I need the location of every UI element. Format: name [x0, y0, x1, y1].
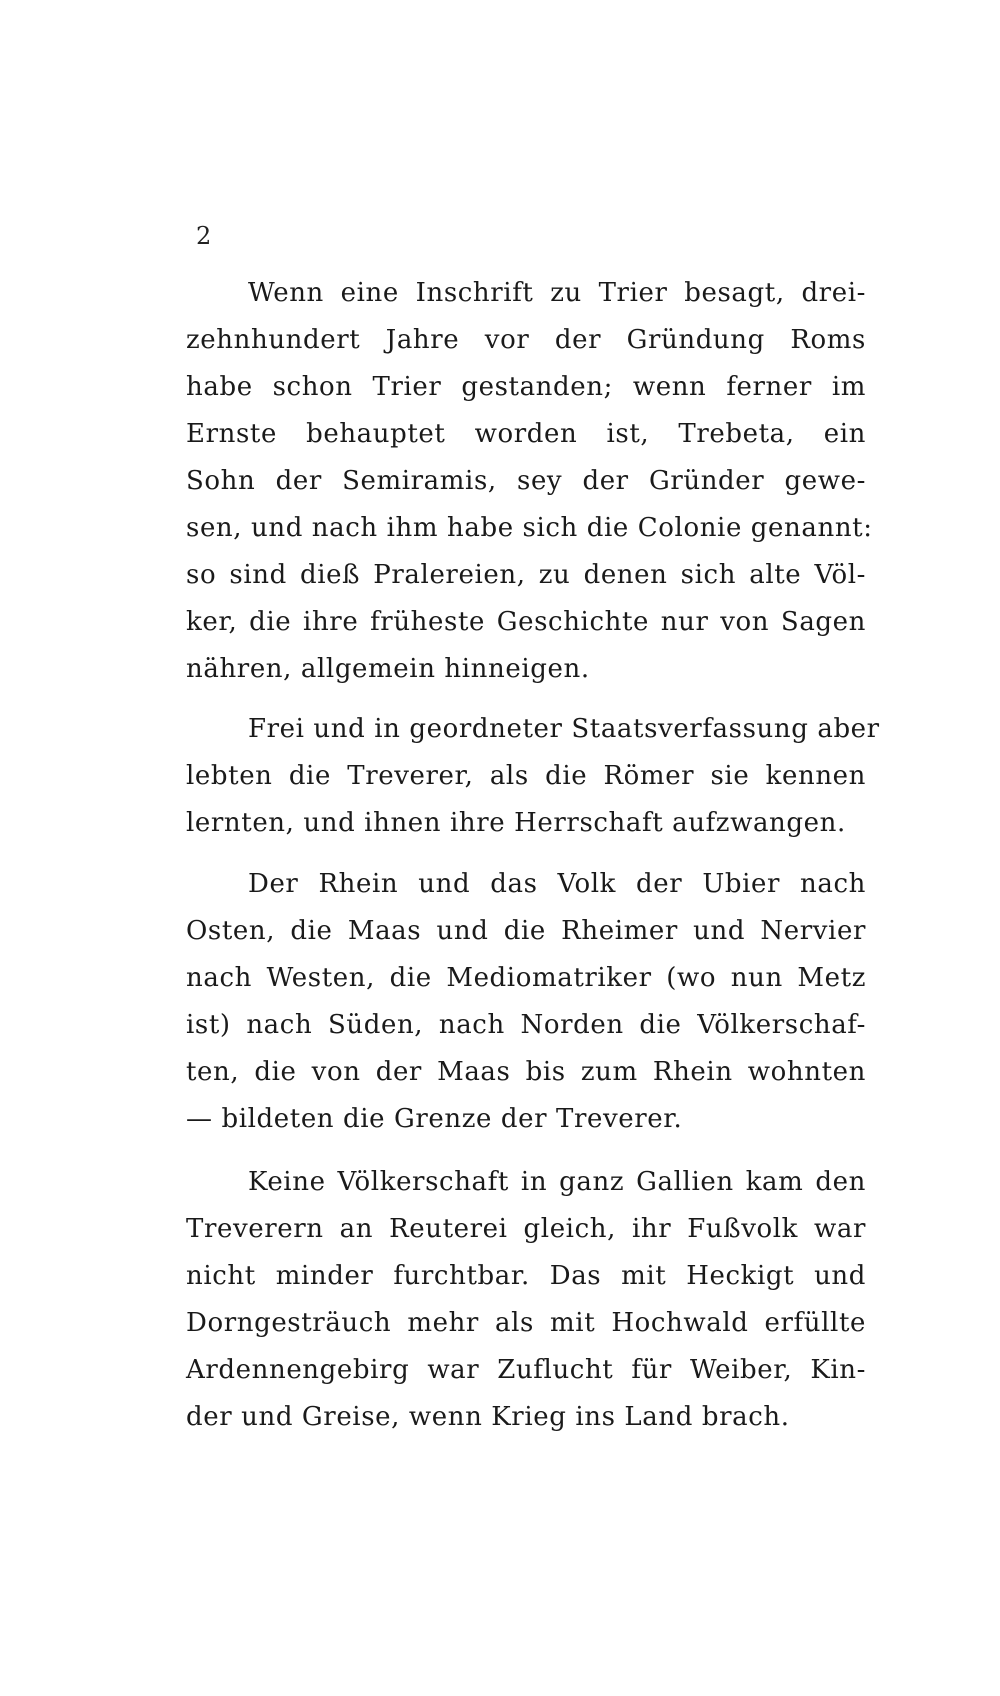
text-line: sen, und nach ihm habe sich die Colonie genannt: [186, 513, 873, 543]
text-line: ten, die von der Maas bis zum Rhein wohnten [186, 1057, 866, 1087]
text-line: Osten, die Maas und die Rheimer und Nervier [186, 916, 866, 946]
text-line: Dorngesträuch mehr als mit Hochwald erfüllte [186, 1308, 866, 1338]
text-line: der und Greise, wenn Krieg ins Land brach. [186, 1402, 790, 1432]
text-line: Ardennengebirg war Zuflucht für Weiber, Kin- [186, 1355, 866, 1385]
text-line: — bildeten die Grenze der Treverer. [186, 1104, 683, 1134]
text-line: lernten, und ihnen ihre Herrschaft aufzwangen. [186, 808, 846, 838]
text-line: Der Rhein und das Volk der Ubier nach [248, 869, 866, 899]
text-line: Frei und in geordneter Staatsverfassung aber [248, 714, 880, 744]
text-line: Ernste behauptet worden ist, Trebeta, ein [186, 419, 866, 449]
text-line: zehnhundert Jahre vor der Gründung Roms [186, 325, 866, 355]
text-line: nicht minder furchtbar. Das mit Heckigt und [186, 1261, 866, 1291]
text-line: nähren, allgemein hinneigen. [186, 654, 590, 684]
text-line: Wenn eine Inschrift zu Trier besagt, drei- [248, 278, 866, 308]
paragraph-3 [186, 861, 866, 1143]
page-number: 2 [196, 222, 212, 250]
text-line: ker, die ihre früheste Geschichte nur von Sagen [186, 607, 866, 637]
text-line: habe schon Trier gestanden; wenn ferner im [186, 372, 866, 402]
text-body [186, 270, 880, 1441]
text-line: Sohn der Semiramis, sey der Gründer gewe- [186, 466, 866, 496]
paragraph-2 [186, 705, 880, 847]
text-line: so sind dieß Pralereien, zu denen sich alte Völ- [186, 560, 866, 590]
text-line: Treverern an Reuterei gleich, ihr Fußvolk war [186, 1214, 866, 1244]
text-line: nach Westen, die Mediomatriker (wo nun Metz [186, 963, 866, 993]
text-line: ist) nach Süden, nach Norden die Völkerschaf- [186, 1010, 866, 1040]
text-line: Keine Völkerschaft in ganz Gallien kam den [248, 1167, 866, 1197]
paragraph-4 [186, 1159, 866, 1441]
text-line: lebten die Treverer, als die Römer sie kennen [186, 761, 866, 791]
paragraph-1 [186, 270, 873, 693]
